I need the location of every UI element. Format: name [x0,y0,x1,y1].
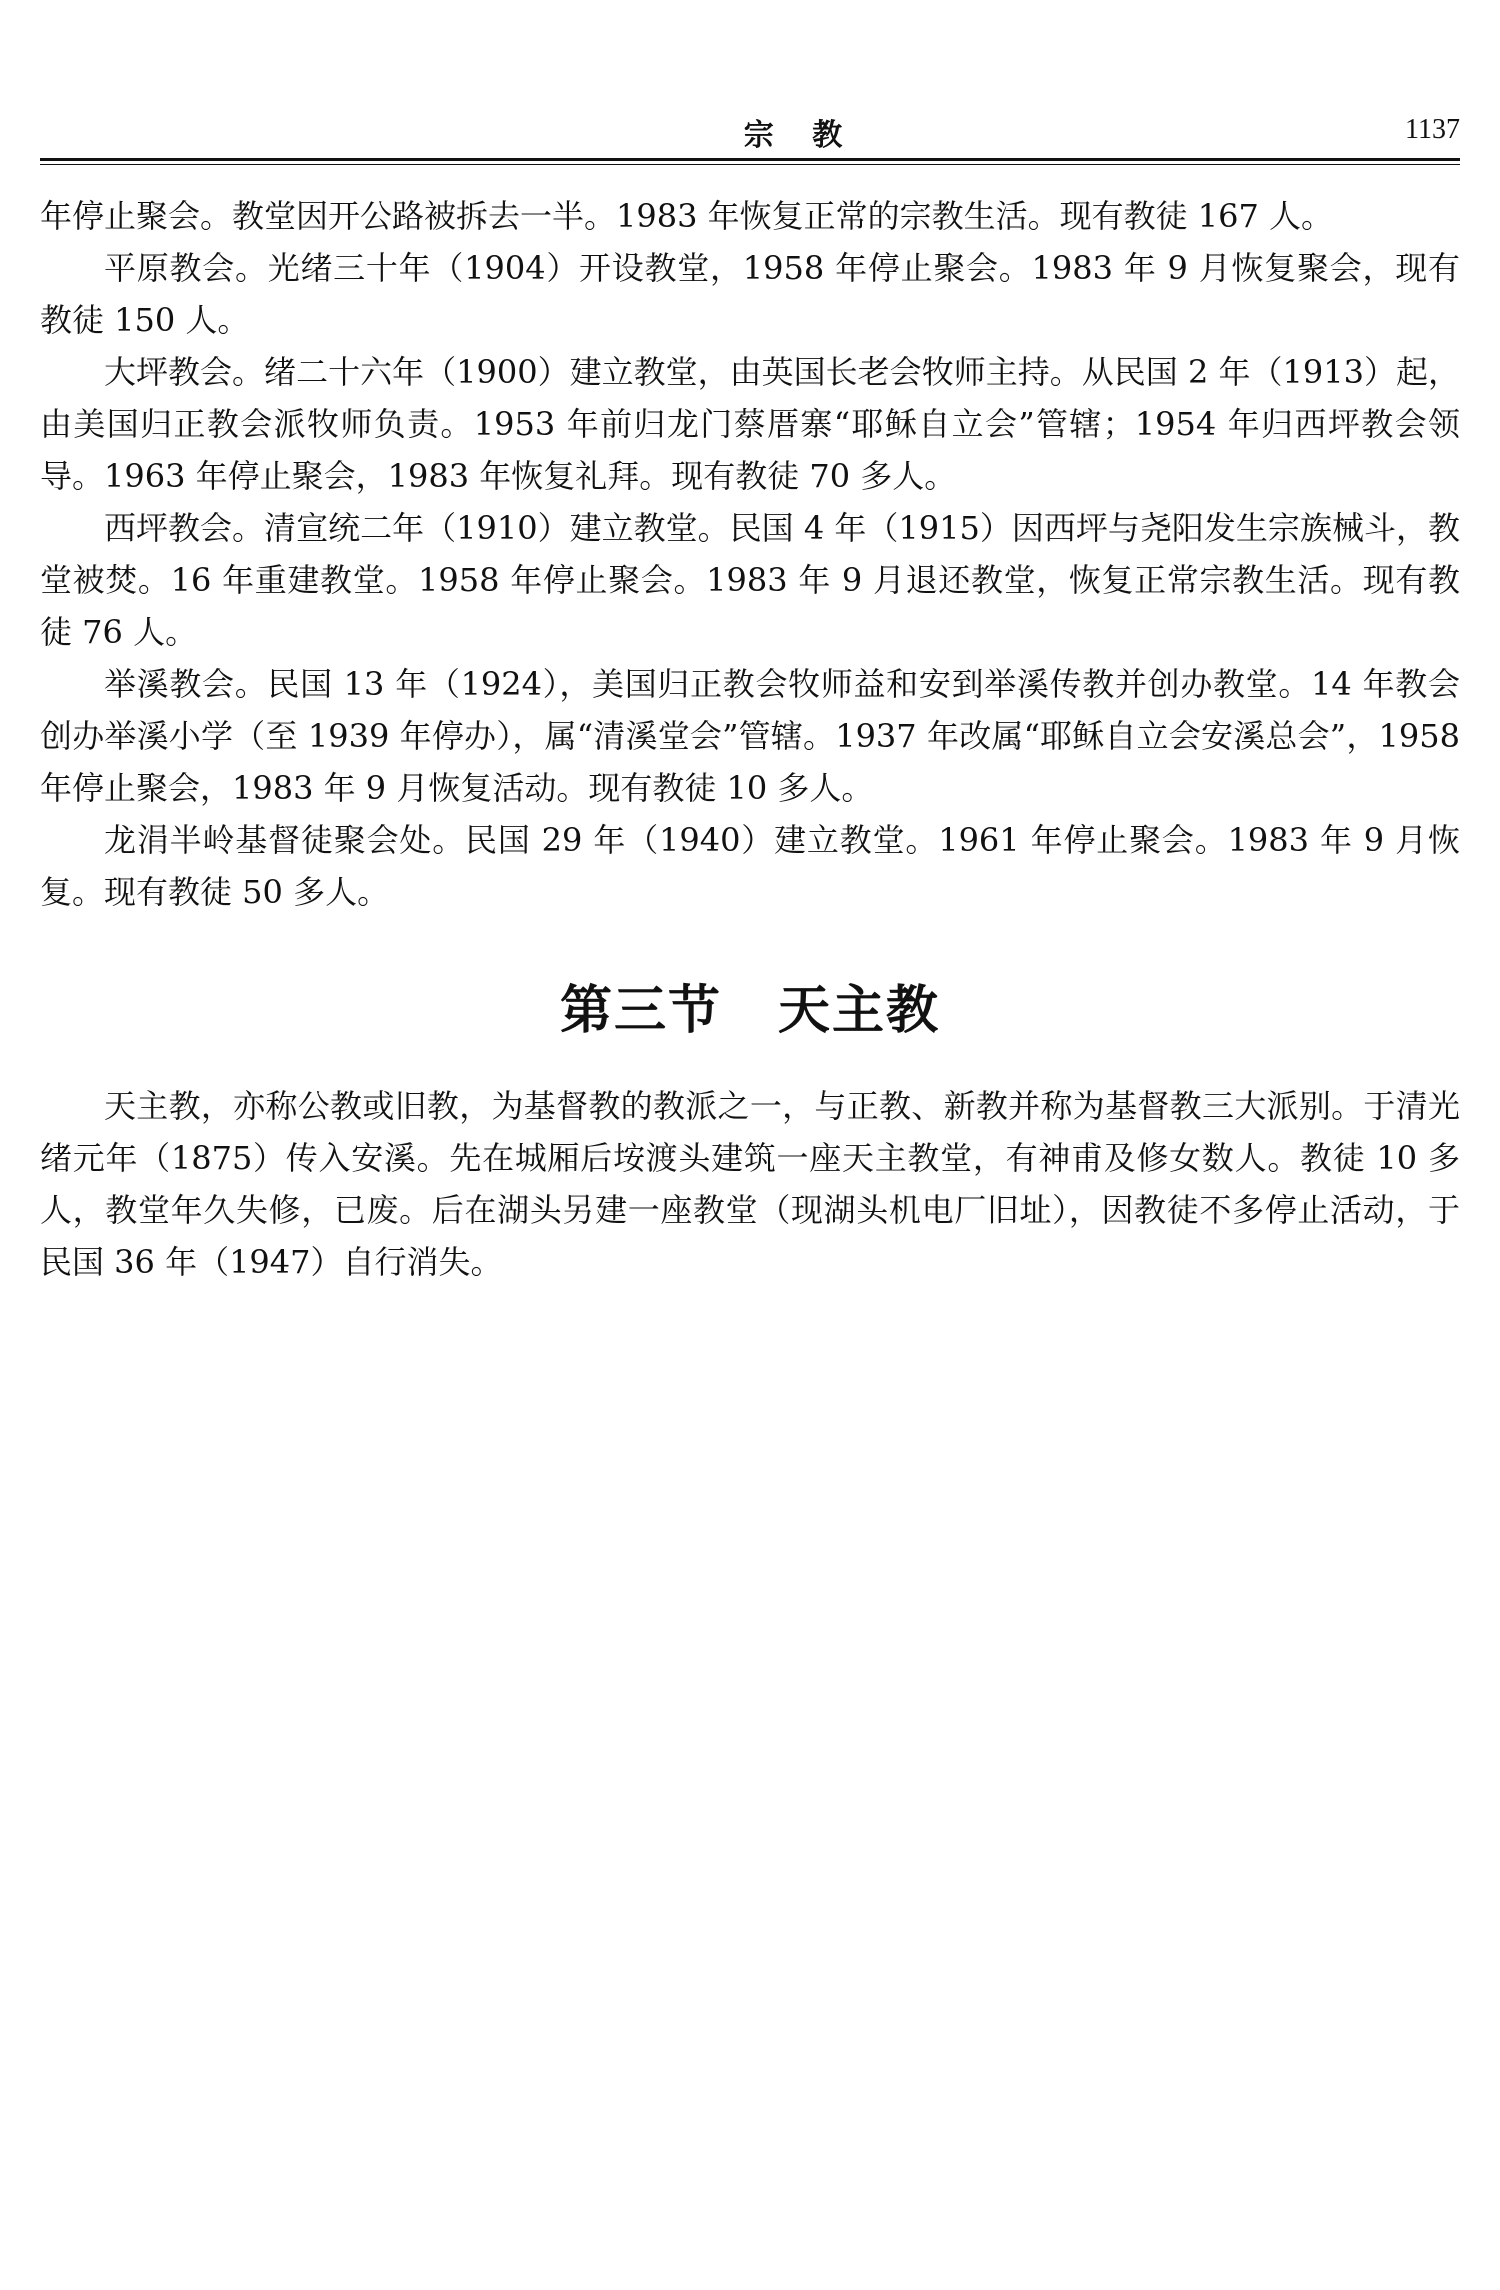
paragraph-juxi-church: 举溪教会。民国 13 年（1924），美国归正教会牧师益和安到举溪传教并创办教堂。14 年教会创办举溪小学（至 1939 年停办），属“清溪堂会”管辖。1937 年改属“耶稣自立会安溪总会”，1958 年停止聚会，1983 年 9 月恢复活动。现有教徒 10 多人。 [40,665,1460,807]
paragraph-catholicism: 天主教，亦称公教或旧教，为基督教的教派之一，与正教、新教并称为基督教三大派别。于清光绪元年（1875）传入安溪。先在城厢后垵渡头建筑一座天主教堂，有神甫及修女数人。教徒 10 多人，教堂年久失修，已废。后在湖头另建一座教堂（现湖头机电厂旧址），因教徒不多停止活动，于民国 36 年（1947）自行消失。 [40,1087,1460,1281]
section-title: 天主教 [778,980,941,1041]
body-text [40,190,1460,918]
paragraph-continuation: 年停止聚会。教堂因开公路被拆去一半。1983 年恢复正常的宗教生活。现有教徒 167 人。 [40,197,1334,235]
page-header [40,110,1460,156]
section-heading [0,968,1500,1043]
page-number: 1137 [1405,114,1460,145]
running-title: 宗 教 [743,118,857,153]
paragraph-xiping-church: 西坪教会。清宣统二年（1910）建立教堂。民国 4 年（1915）因西坪与尧阳发生宗族械斗，教堂被焚。16 年重建教堂。1958 年停止聚会。1983 年 9 月退还教堂，恢复正常宗教生活。现有教徒 76 人。 [40,509,1460,651]
paragraph-longjuan-assembly: 龙涓半岭基督徒聚会处。民国 29 年（1940）建立教堂。1961 年停止聚会。1983 年 9 月恢复。现有教徒 50 多人。 [40,821,1460,911]
header-rule-thick [40,158,1460,161]
paragraph-pingyuan-church: 平原教会。光绪三十年（1904）开设教堂，1958 年停止聚会。1983 年 9 月恢复聚会，现有教徒 150 人。 [40,249,1460,339]
section-body-text [40,1080,1460,1288]
header-rule-thin [40,164,1460,165]
section-number: 第三节 [559,980,722,1041]
paragraph-daping-church: 大坪教会。绪二十六年（1900）建立教堂，由英国长老会牧师主持。从民国 2 年（1913）起，由美国归正教会派牧师负责。1953 年前归龙门蔡厝寨“耶稣自立会”管辖；1954 年归西坪教会领导。1963 年停止聚会，1983 年恢复礼拜。现有教徒 70 多人。 [40,353,1460,495]
